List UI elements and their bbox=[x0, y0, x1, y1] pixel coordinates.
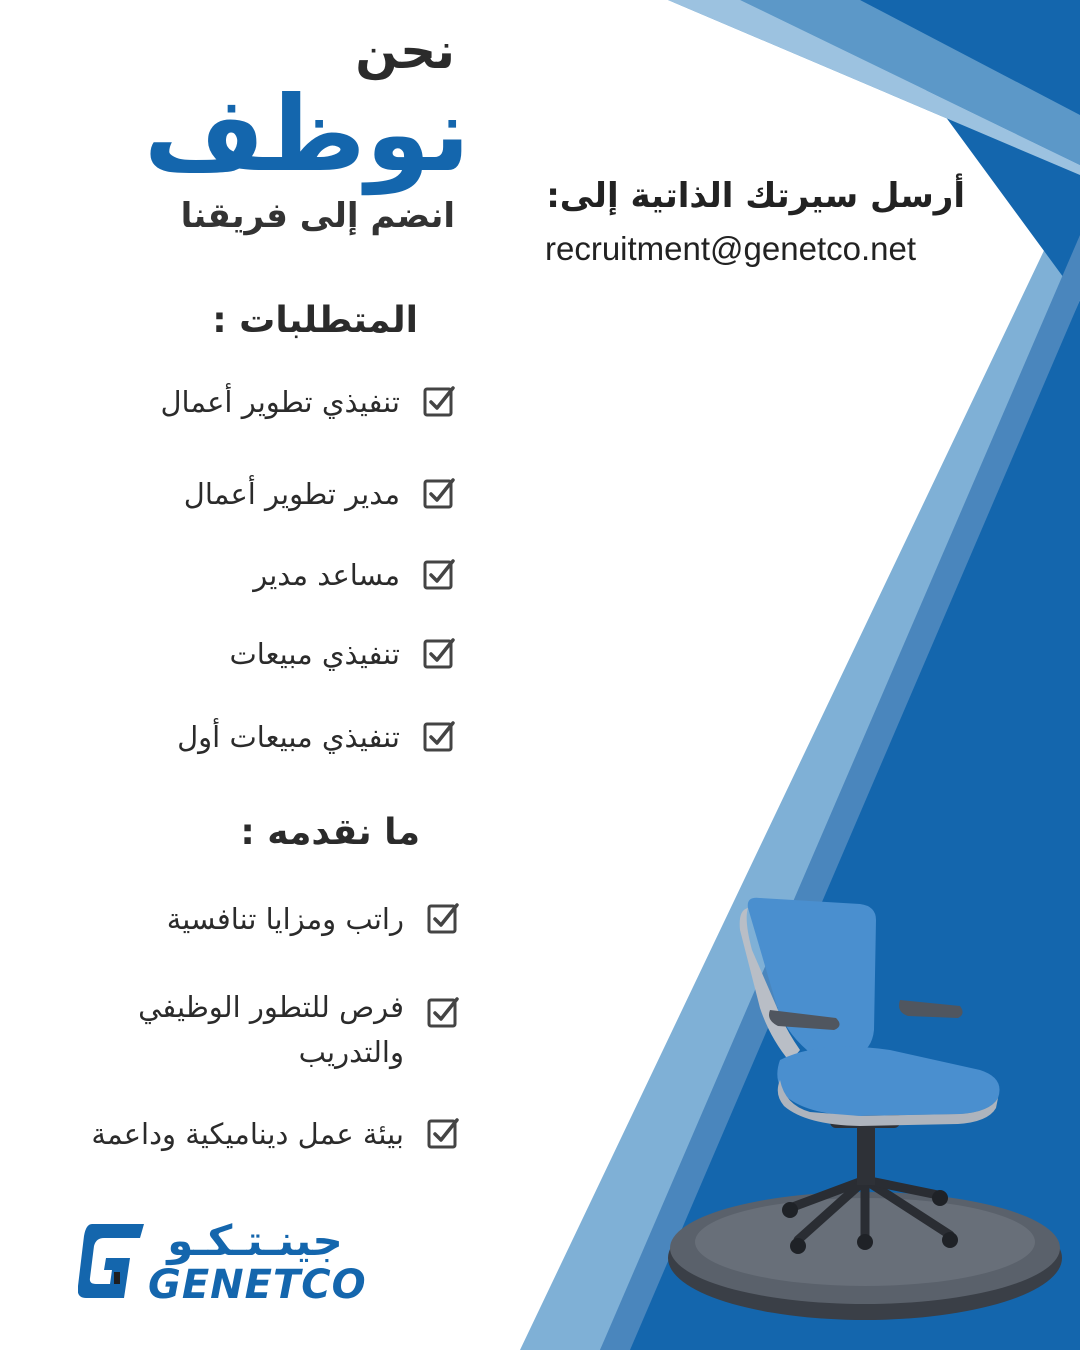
checkbox-checked-icon bbox=[422, 557, 456, 591]
requirement-label: مدير تطوير أعمال bbox=[183, 477, 400, 511]
checkbox-checked-icon bbox=[422, 476, 456, 510]
checkbox-checked-icon bbox=[422, 719, 456, 753]
logo-english: GENETCO bbox=[148, 1262, 367, 1308]
requirement-label: تنفيذي مبيعات bbox=[229, 637, 400, 671]
requirement-label: تنفيذي مبيعات أول bbox=[177, 720, 400, 754]
checkbox-checked-icon bbox=[422, 384, 456, 418]
checkbox-checked-icon bbox=[426, 901, 460, 935]
headline-join: انضم إلى فريقنا bbox=[180, 196, 455, 236]
logo-arabic: جينـتـكـو bbox=[167, 1216, 343, 1265]
checkbox-checked-icon bbox=[426, 1116, 460, 1150]
headline-we: نحن bbox=[355, 22, 455, 80]
offer-label: بيئة عمل ديناميكية وداعمة bbox=[91, 1117, 404, 1151]
offer-item bbox=[40, 985, 460, 1075]
chair-armrest-right bbox=[899, 1000, 963, 1018]
office-chair-illustration bbox=[660, 890, 1070, 1330]
requirement-label: تنفيذي تطوير أعمال bbox=[160, 385, 400, 419]
requirement-item bbox=[40, 472, 456, 517]
requirement-item bbox=[40, 715, 456, 760]
chair-column bbox=[857, 1125, 875, 1185]
chair-seat bbox=[777, 1047, 999, 1116]
requirement-label: مساعد مدير bbox=[253, 558, 400, 592]
offer-label: فرص للتطور الوظيفي والتدريب bbox=[138, 990, 404, 1069]
requirement-item bbox=[40, 553, 456, 598]
chair-backrest bbox=[748, 898, 876, 1060]
offers-title: ما نقدمه : bbox=[240, 812, 420, 853]
checkbox-checked-icon bbox=[426, 995, 460, 1029]
requirements-title: المتطلبات : bbox=[212, 300, 418, 341]
genetco-g-logo-mark bbox=[78, 1222, 146, 1300]
headline-hiring: نوظف bbox=[143, 73, 470, 195]
offer-item bbox=[30, 1112, 460, 1157]
requirement-item bbox=[40, 632, 456, 677]
contact-email[interactable]: recruitment@genetco.net bbox=[545, 230, 917, 267]
offer-item bbox=[40, 897, 460, 942]
offer-label: راتب ومزايا تنافسية bbox=[166, 902, 404, 936]
checkbox-checked-icon bbox=[422, 636, 456, 670]
contact-label: أرسل سيرتك الذاتية إلى: bbox=[546, 176, 965, 216]
requirement-item bbox=[40, 380, 456, 425]
